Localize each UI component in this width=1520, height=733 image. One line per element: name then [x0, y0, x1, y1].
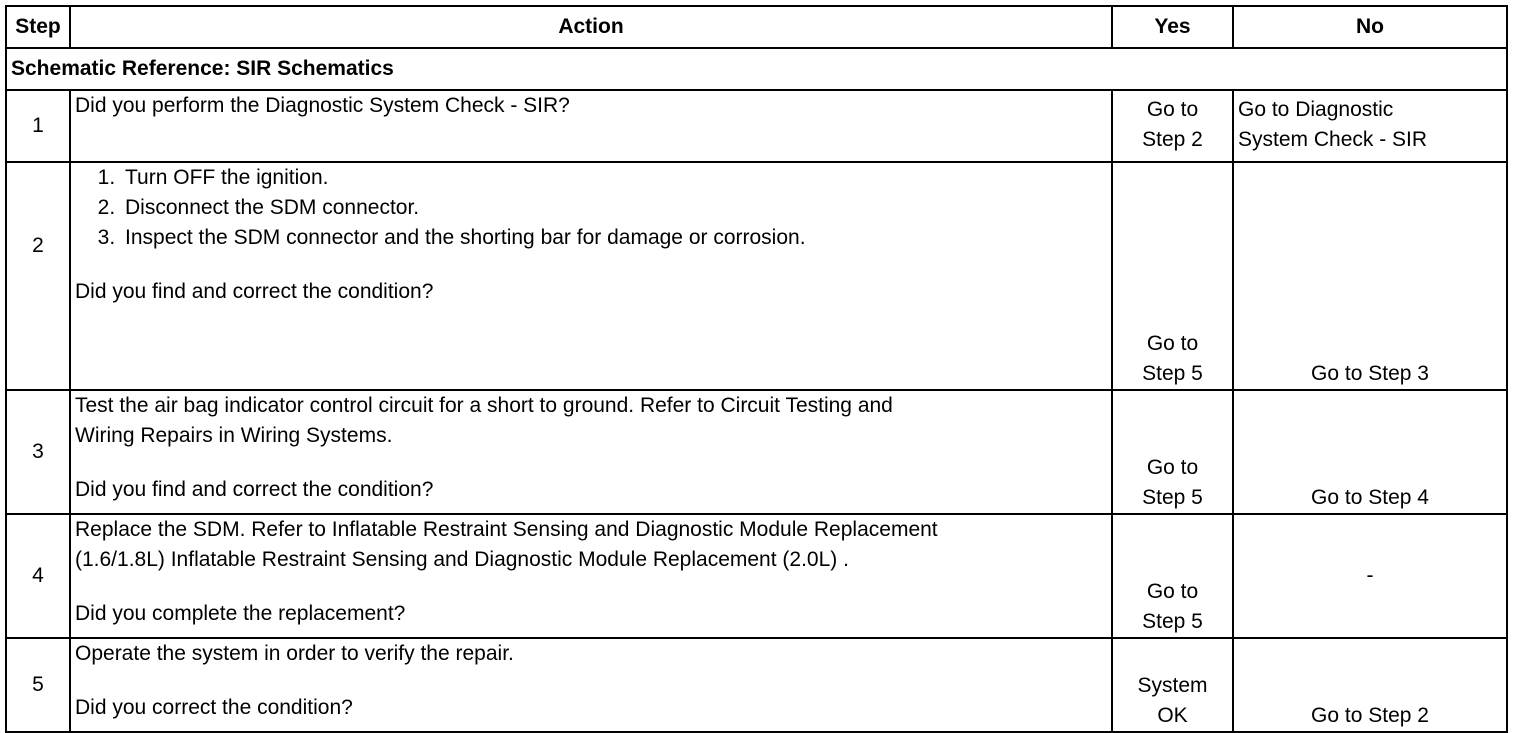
table-row — [6, 162, 1507, 390]
yes-cell — [1112, 162, 1233, 390]
diagnostic-table — [5, 5, 1508, 733]
yes-text: Go to — [1146, 332, 1199, 355]
yes-text: Step 5 — [1142, 610, 1203, 633]
yes-text: OK — [1157, 704, 1188, 727]
yes-text: Step 2 — [1142, 128, 1203, 151]
no-cell — [1233, 638, 1507, 732]
step-number: 3 — [6, 390, 70, 514]
header-step: Step — [6, 6, 70, 48]
step-number: 1 — [6, 90, 70, 162]
action-cell — [70, 162, 1112, 390]
no-text: - — [1366, 564, 1374, 587]
no-text: Go to Step 4 — [1311, 486, 1429, 509]
action-question: Did you complete the replacement? — [75, 602, 406, 625]
action-text: Operate the system in order to verify the repair. — [75, 642, 514, 665]
section-row — [6, 48, 1507, 90]
action-cell — [70, 638, 1112, 732]
action-steps-list — [75, 163, 1107, 253]
yes-text: Go to — [1146, 456, 1199, 479]
table-row — [6, 90, 1507, 162]
action-question: Did you correct the condition? — [75, 696, 353, 719]
table-row — [6, 514, 1507, 638]
action-text: Test the air bag indicator control circuit for a short to ground. Refer to Circuit Testing and — [75, 394, 893, 417]
list-item: 2. Disconnect the SDM connector. — [121, 193, 1107, 223]
action-cell — [70, 514, 1112, 638]
no-cell — [1233, 514, 1507, 638]
yes-cell — [1112, 638, 1233, 732]
no-text: Go to Step 3 — [1311, 362, 1429, 385]
no-cell — [1233, 390, 1507, 514]
yes-text: System — [1137, 674, 1208, 697]
yes-text: Go to — [1146, 580, 1199, 603]
action-cell — [70, 90, 1112, 162]
no-text: System Check - SIR — [1238, 128, 1428, 151]
no-text: Go to Diagnostic — [1238, 98, 1394, 121]
no-cell — [1233, 162, 1507, 390]
step-number: 2 — [6, 162, 70, 390]
yes-text: Step 5 — [1142, 486, 1203, 509]
table-row — [6, 390, 1507, 514]
header-no: No — [1233, 6, 1507, 48]
table-row — [6, 638, 1507, 732]
action-question: Did you find and correct the condition? — [75, 280, 434, 303]
list-item: 3. Inspect the SDM connector and the shorting bar for damage or corrosion. — [121, 223, 1107, 253]
yes-cell — [1112, 90, 1233, 162]
action-question: Did you find and correct the condition? — [75, 478, 434, 501]
header-action: Action — [70, 6, 1112, 48]
yes-cell — [1112, 390, 1233, 514]
yes-text: Step 5 — [1142, 362, 1203, 385]
yes-text: Go to — [1146, 98, 1199, 121]
schematic-reference: Schematic Reference: SIR Schematics — [6, 48, 1507, 90]
header-row — [6, 6, 1507, 48]
yes-cell — [1112, 514, 1233, 638]
step-number: 4 — [6, 514, 70, 638]
action-cell — [70, 390, 1112, 514]
no-cell — [1233, 90, 1507, 162]
action-text: Replace the SDM. Refer to Inflatable Restraint Sensing and Diagnostic Module Replacement — [75, 518, 938, 541]
step-number: 5 — [6, 638, 70, 732]
action-text: (1.6/1.8L) Inflatable Restraint Sensing and Diagnostic Module Replacement (2.0L) . — [75, 548, 849, 571]
action-question: Did you perform the Diagnostic System Check - SIR? — [75, 94, 570, 117]
action-text: Wiring Repairs in Wiring Systems. — [75, 424, 393, 447]
no-text: Go to Step 2 — [1311, 704, 1429, 727]
header-yes: Yes — [1112, 6, 1233, 48]
list-item: 1. Turn OFF the ignition. — [121, 163, 1107, 193]
